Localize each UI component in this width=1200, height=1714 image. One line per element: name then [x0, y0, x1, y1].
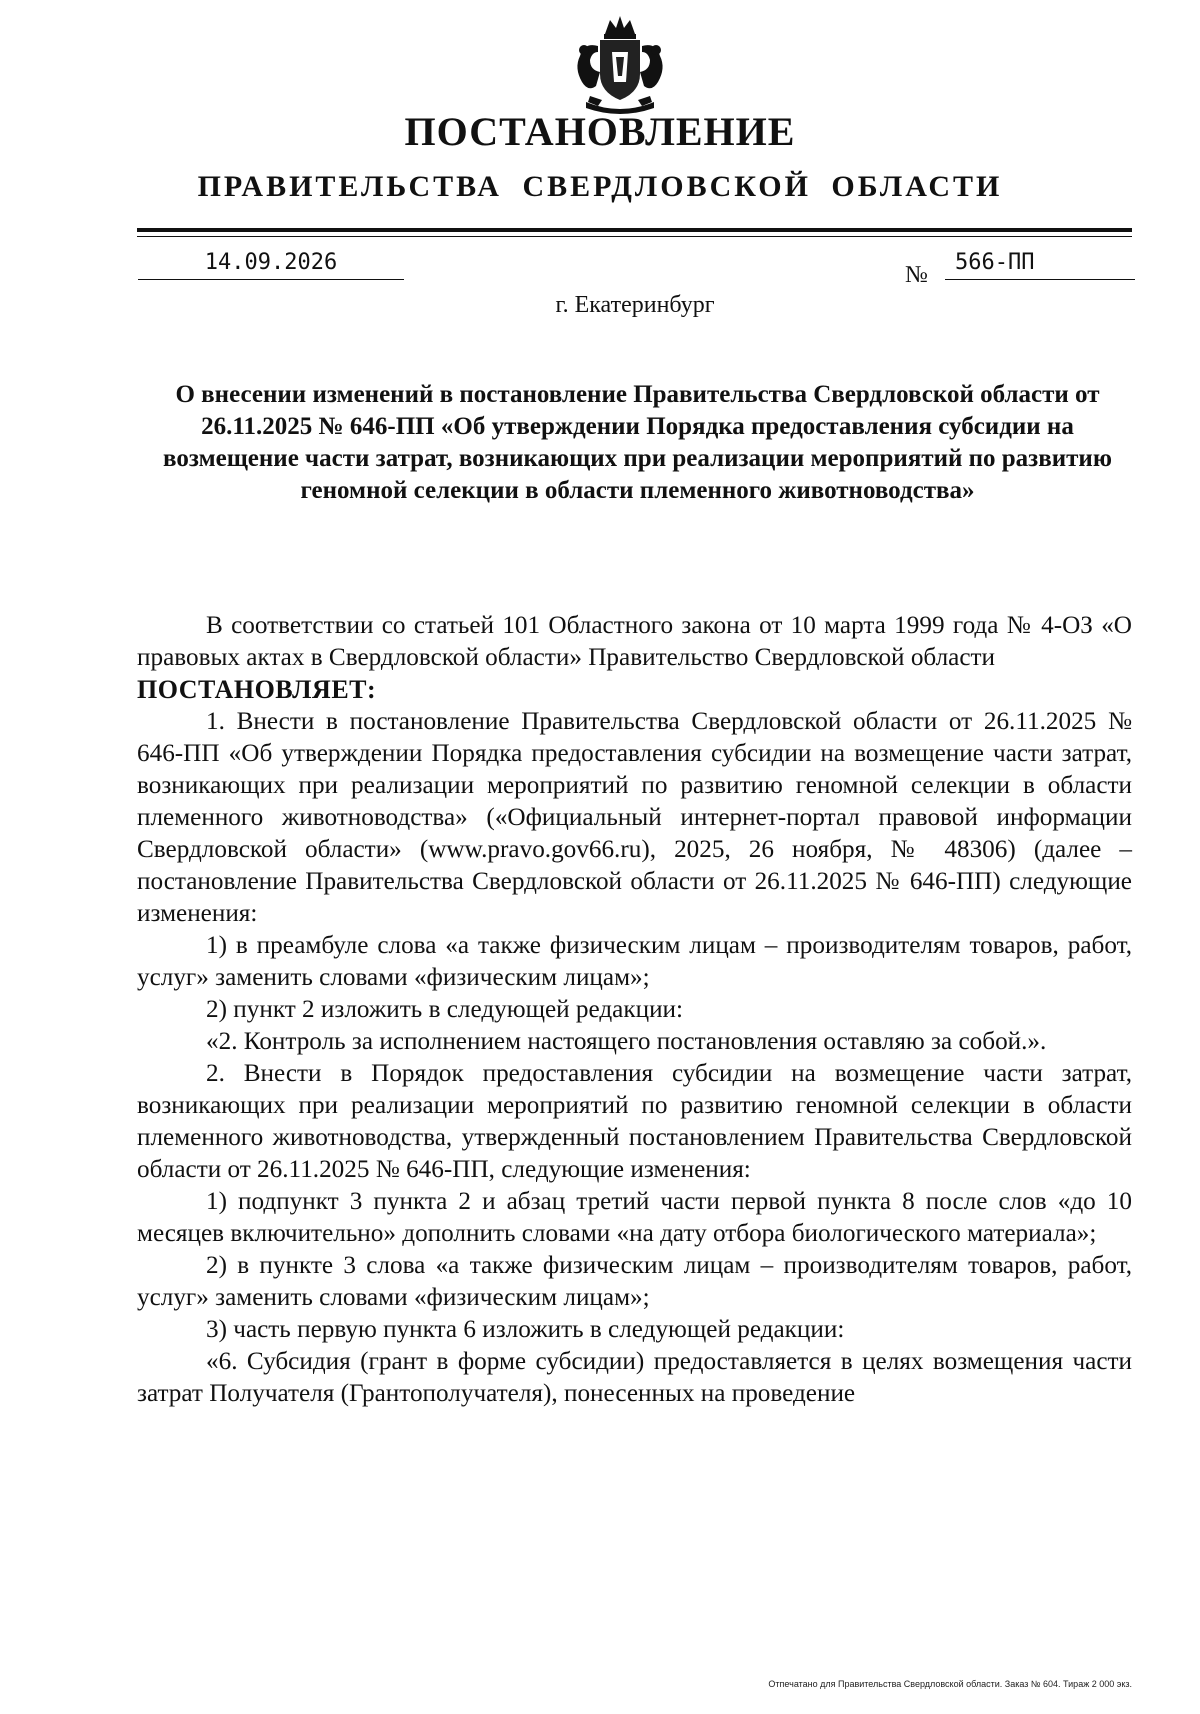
- document-type-heading: ПОСТАНОВЛЕНИЕ: [404, 109, 796, 154]
- print-imprint: Отпечатано для Правительства Свердловской области. Заказ № 604. Тираж 2 000 экз.: [768, 1679, 1132, 1689]
- paragraph-item-2: 2. Внести в Порядок предоставления субсидии на возмещение части затрат, возникающих при реализации мероприятий по развитию геномной селекции в области племенного животноводства, утвержденный постановлением Правительства Свердловской области от 26.11.2025 № 646-ПП, следующие изменения:: [137, 1060, 1132, 1183]
- document-title: О внесении изменений в постановление Правительства Свердловской области от 26.11.2025 № 646-ПП «Об утверждении Порядка предоставления субсидии на возмещение части затрат, возникающих при реализации мероприятий по развитию геномной селекции в области племенного животноводства»: [163, 381, 1112, 504]
- header-divider-thick: [137, 228, 1132, 232]
- quoted-clause-6: «6. Субсидия (грант в форме субсидии) предоставляется в целях возмещения части затрат Получателя (Грантополучателя), понесенных на проведение: [137, 1348, 1132, 1407]
- paragraph-item-1: 1. Внести в постановление Правительства Свердловской области от 26.11.2025 № 646-ПП «Об утверждении Порядка предоставления субсидии на возмещение части затрат, возникающих при реализации мероприятий по развитию геномной селекции в области племенного животноводства» («Официальный интернет-портал правовой информации Свердловской области» (www.pravo.gov66.ru), 2025, 26 ноября, № 48306) (далее – постановление Правительства Свердловской области от 26.11.2025 № 646-ПП) следующие изменения:: [137, 708, 1132, 927]
- document-body: [137, 610, 1132, 1410]
- subitem-2-1: 1) подпункт 3 пункта 2 и абзац третий части первой пункта 8 после слов «до 10 месяцев включительно» дополнить словами «на дату отбора биологического материала»;: [137, 1188, 1132, 1247]
- issuing-authority-heading: ПРАВИТЕЛЬСТВА СВЕРДЛОВСКОЙ ОБЛАСТИ: [197, 170, 1003, 203]
- resolves-heading: ПОСТАНОВЛЯЕТ:: [137, 675, 377, 704]
- preamble-paragraph: В соответствии со статьей 101 Областного закона от 10 марта 1999 года № 4-ОЗ «О правовых актах в Свердловской области» Правительство Свердловской области: [137, 612, 1132, 671]
- document-number: 566-ПП: [945, 250, 1135, 280]
- quoted-clause-2: «2. Контроль за исполнением настоящего постановления оставляю за собой.».: [206, 1028, 1047, 1055]
- coat-of-arms-icon: [560, 12, 680, 120]
- header-divider-thin: [137, 236, 1132, 237]
- subitem-1-2: 2) пункт 2 изложить в следующей редакции:: [206, 996, 684, 1023]
- place-of-issue: г. Екатеринбург: [555, 292, 715, 318]
- number-sign: №: [905, 262, 928, 288]
- subitem-1-1: 1) в преамбуле слова «а также физическим лицам – производителям товаров, работ, услуг» заменить словами «физическим лицам»;: [137, 932, 1132, 991]
- subitem-2-2: 2) в пункте 3 слова «а также физическим лицам – производителям товаров, работ, услуг» заменить словами «физическим лицам»;: [137, 1252, 1132, 1311]
- subitem-2-3: 3) часть первую пункта 6 изложить в следующей редакции:: [206, 1316, 845, 1343]
- document-date: 14.09.2026: [138, 250, 404, 280]
